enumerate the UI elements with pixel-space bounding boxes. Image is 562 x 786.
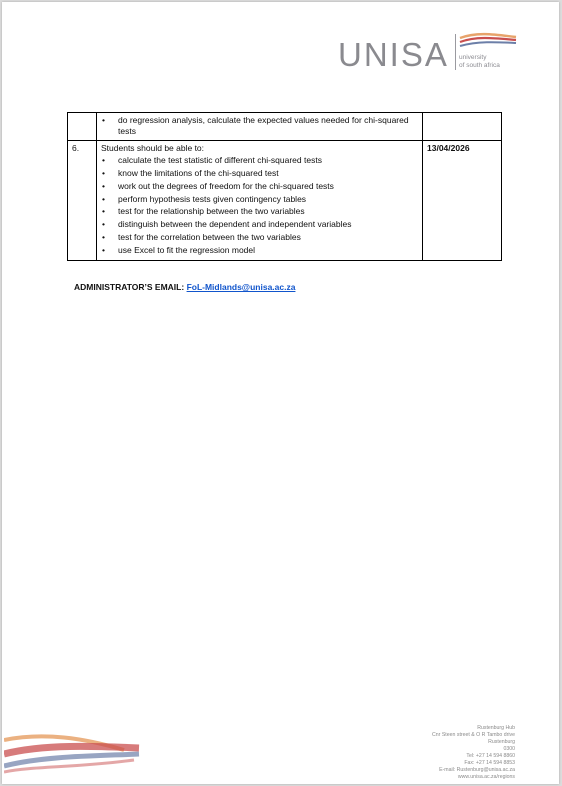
address-line: Rustenburg <box>488 739 515 745</box>
course-outline-table <box>67 112 502 261</box>
footer-waves-icon <box>4 730 144 778</box>
list-item: • do regression analysis, calculate the expected values needed for chi-squared tests <box>101 115 418 136</box>
document-page <box>2 2 559 784</box>
logo-subtitle-line: of south africa <box>459 61 500 69</box>
logo-subtitle-line: university <box>459 54 487 61</box>
table-row <box>68 113 502 141</box>
address-line: 0300 <box>503 746 515 752</box>
objectives-list <box>101 155 418 256</box>
logo-waves-icon <box>458 32 518 52</box>
logo-subtitle <box>459 54 500 69</box>
administrator-email <box>74 282 295 292</box>
objectives-cell <box>97 141 423 261</box>
address-line: E-mail: Rustenburg@unisa.ac.za <box>439 767 515 773</box>
hub-address <box>332 725 515 781</box>
row-number-cell <box>68 113 97 141</box>
admin-email-label: ADMINISTRATOR’S EMAIL: <box>74 282 185 292</box>
list-item: • know the limitations of the chi-squared test <box>101 168 418 179</box>
objectives-cell <box>97 113 423 141</box>
list-item: • perform hypothesis tests given contingency tables <box>101 194 418 205</box>
table-row <box>68 141 502 261</box>
date-cell <box>423 113 502 141</box>
objectives-list <box>101 115 418 136</box>
admin-email-link[interactable]: FoL-Midlands@unisa.ac.za <box>186 282 296 292</box>
list-item: • calculate the test statistic of different chi-squared tests <box>101 155 418 166</box>
address-line: Tel: +27 14 594 8860 <box>466 753 515 759</box>
logo-divider <box>455 34 456 70</box>
address-line: www.unisa.ac.za/regions <box>457 774 515 780</box>
list-item: • work out the degrees of freedom for the chi-squared tests <box>101 181 418 192</box>
list-item: • distinguish between the dependent and independent variables <box>101 219 418 230</box>
unisa-logo <box>338 32 518 76</box>
row-number-cell: 6. <box>68 141 97 261</box>
list-item: • use Excel to fit the regression model <box>101 245 418 256</box>
address-line: Cnr Steen street & O R Tambo drive <box>432 732 515 738</box>
date-cell: 13/04/2026 <box>423 141 502 261</box>
address-line: Fax: +27 14 594 8853 <box>464 760 515 766</box>
address-line: Rustenburg Hub <box>477 725 515 731</box>
objectives-intro: Students should be able to: <box>101 143 205 154</box>
list-item: • test for the correlation between the two variables <box>101 232 418 243</box>
logo-wordmark: UNISA <box>338 36 449 73</box>
list-item: • test for the relationship between the two variables <box>101 206 418 217</box>
